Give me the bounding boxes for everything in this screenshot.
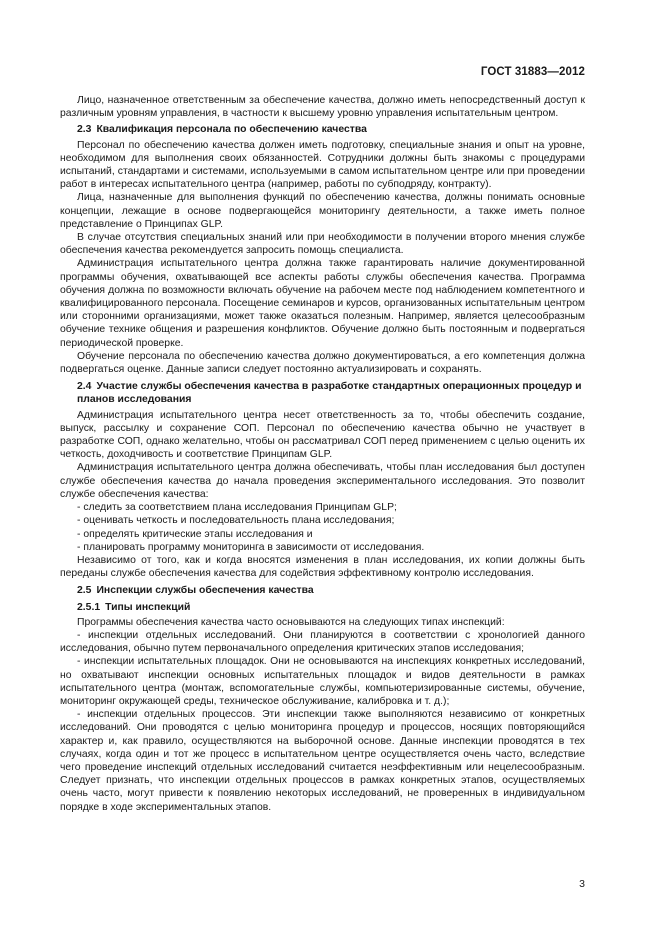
paragraph: В случае отсутствия специальных знаний или при необходимости в получении второго мнения службе обеспечения качества рекомендуется запросить помощь специалиста.: [60, 232, 585, 257]
list-item: - следить за соответствием плана исследования Принципам GLP;: [77, 502, 397, 514]
paragraph: Персонал по обеспечению качества должен иметь подготовку, специальные знания и опыт на уровне, необходимом для выполнения своих обязанностей. Сотрудники должны быть знакомы с процедурами испытаний, стандартами и системами, используемыми в самом испытательном центре или при проведении работ в интересах испытательного центра (например, работы по субподряду, контракту).: [60, 139, 585, 191]
paragraph: Администрация испытательного центра должна обеспечивать, чтобы план исследования был доступен службе обеспечения качества до начала проведения экспериментального исследования. Это позволит службе обеспечения качества:: [60, 462, 585, 500]
paragraph: Администрация испытательного центра должна также гарантировать наличие документированной программы обучения, охватывающей все аспекты работы службы обеспечения качества. Программа обучения должна по возможности включать обучение на рабочем месте под наблюдением компетентного и квалифицированного персонала. Посещение семинаров и курсов, организованных испытательным центром или сторонними организациями, может также оказаться полезным. Например, является целесообразным обучение технике общения и разрешения конфликтов. Обучение должно быть постоянным и подвергаться периодической проверке.: [60, 258, 585, 349]
paragraph: Независимо от того, как и когда вносятся изменения в план исследования, их копии должны быть переданы службе обеспечения качества для содействия эффективному контролю исследования.: [60, 554, 585, 580]
page-number: 3: [579, 878, 585, 890]
section-title: Инспекции службы обеспечения качества: [96, 585, 314, 597]
section-heading-2-3: [77, 123, 585, 136]
section-number: 2.4: [77, 381, 92, 393]
paragraph: - инспекции испытательных площадок. Они не основываются на инспекциях конкретных исследований, но охватывают инспекции основных испытательных площадок и видов деятельности в рамках испытательного центра (монтаж, вспомогательные службы, компьютеризированные системы, обучение, мониторинг окружающей среды, техническое обслуживание, калибровка и т. д.);: [60, 656, 585, 707]
section-number: 2.3: [77, 124, 92, 136]
list-item: - планировать программу мониторинга в зависимости от исследования.: [77, 541, 425, 553]
section-title: Квалификация персонала по обеспечению качества: [96, 124, 367, 136]
page-body: [60, 94, 585, 814]
paragraph: Администрация испытательного центра несет ответственность за то, чтобы обеспечить создание, выпуск, рассылку и сохранение СОП. Персонал по обеспечению качества обычно не участвует в разработке СОП, однако желательно, чтобы он рассматривал СОП перед применением с целью оценить их четкость, доходчивость и соответствие Принципам GLP.: [60, 409, 585, 461]
list-item: - определять критические этапы исследования и: [77, 528, 313, 540]
section-heading-2-4: [77, 380, 585, 406]
list-item: - оценивать четкость и последовательность плана исследования;: [77, 515, 395, 527]
section-number: 2.5.1: [77, 601, 101, 613]
paragraph: Обучение персонала по обеспечению качества должно документироваться, а его компетенция должна подвергаться оценке. Данные записи следует постоянно актуализировать и сохранять.: [60, 350, 585, 376]
section-heading-2-5: [77, 584, 585, 597]
section-number: 2.5: [77, 585, 92, 597]
paragraph: - инспекции отдельных исследований. Они планируются в соответствии с хронологией данного исследования, обычно путем первоначального определения критических этапов исследования;: [60, 629, 585, 655]
section-title: Типы инспекций: [105, 601, 191, 613]
paragraph: Программы обеспечения качества часто основываются на следующих типах инспекций:: [77, 616, 505, 628]
section-heading-2-5-1: [77, 601, 585, 614]
paragraph: - инспекции отдельных процессов. Эти инспекции также выполняются независимо от конкретных исследований. Они проводятся с целью мониторинга процедур и процессов, носящих повторяющийся характер и, как правило, осуществляются на выборочной основе. Данные инспекции проводятся в тех случаях, когда один и тот же процесс в испытательном центре осуществляется очень часто, вследствие чего проведение инспекций отдельных исследований считается неэффективным или нецелесообразным. Следует признать, что инспекции отдельных процессов в рамках конкретных этапов, осуществляемых очень часто, могут привести к появлению некоторых исследований, не проверенных в индивидуальном порядке в ходе экспериментальных этапов.: [60, 709, 585, 813]
standard-header: ГОСТ 31883—2012: [480, 66, 585, 78]
section-title: Участие службы обеспечения качества в разработке стандартных операционных процедур и планов исследования: [77, 381, 582, 406]
paragraph: Лицо, назначенное ответственным за обеспечение качества, должно иметь непосредственный доступ к различным уровням управления, в частности к высшему уровню управления испытательным центром.: [60, 95, 585, 120]
paragraph: Лица, назначенные для выполнения функций по обеспечению качества, должны понимать основные концепции, лежащие в основе подвергающейся мониторингу деятельности, а также иметь полное представление о Принципах GLP.: [60, 192, 585, 230]
